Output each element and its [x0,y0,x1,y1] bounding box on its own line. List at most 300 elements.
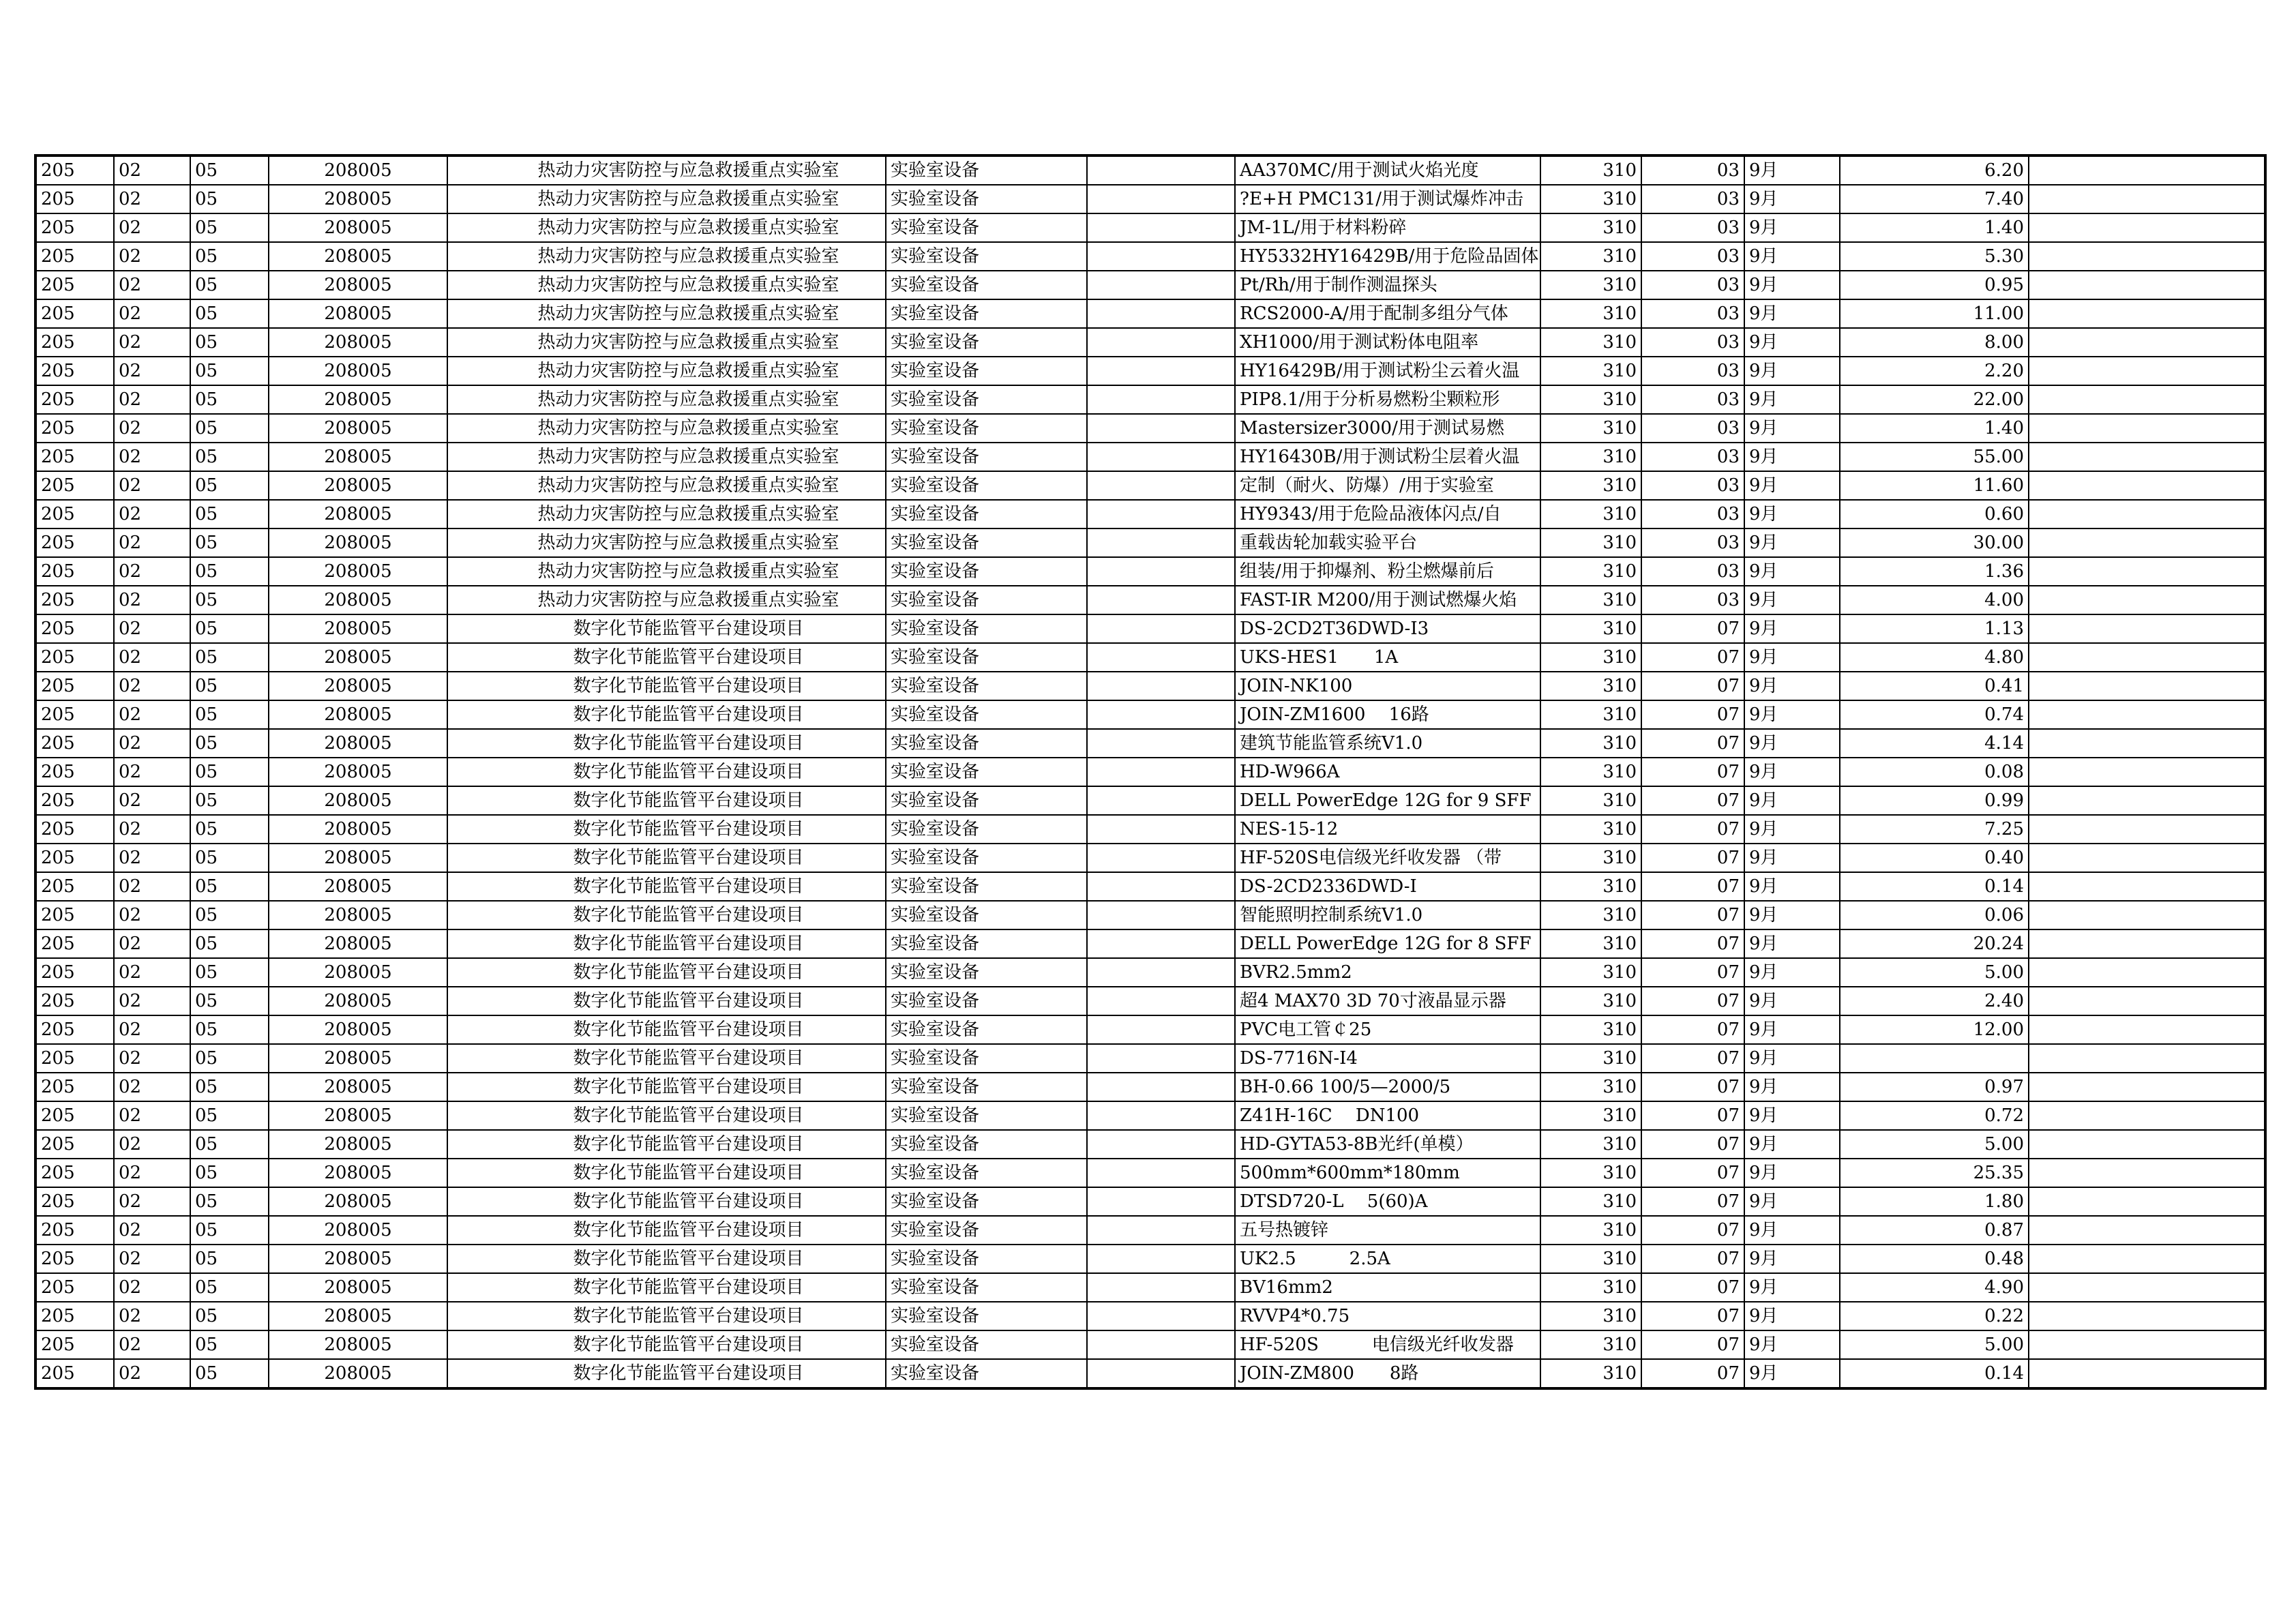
cell-project-name: 数字化节能监管平台建设项目 [447,758,886,786]
cell-category: 实验室设备 [886,1330,1087,1359]
cell-project-name: 数字化节能监管平台建设项目 [447,1330,886,1359]
cell-month: 9月 [1744,1073,1840,1101]
cell-sub-code: 03 [1641,471,1744,500]
cell-sub-code: 07 [1641,1245,1744,1273]
cell-code-205: 205 [35,557,114,586]
cell-blank [1087,729,1235,758]
cell-code-310: 310 [1540,471,1641,500]
cell-account-code: 208005 [269,271,447,299]
cell-sub-code: 07 [1641,1216,1744,1245]
cell-project-name: 热动力灾害防控与应急救援重点实验室 [447,414,886,443]
cell-sub-code: 07 [1641,1130,1744,1159]
cell-remark [2029,844,2265,872]
cell-project-name: 热动力灾害防控与应急救援重点实验室 [447,443,886,471]
cell-month: 9月 [1744,385,1840,414]
cell-month: 9月 [1744,614,1840,643]
cell-month: 9月 [1744,414,1840,443]
cell-account-code: 208005 [269,1101,447,1130]
cell-category: 实验室设备 [886,299,1087,328]
cell-code-310: 310 [1540,786,1641,815]
cell-amount: 4.00 [1840,586,2029,614]
cell-code-310: 310 [1540,1130,1641,1159]
cell-sub-code: 03 [1641,528,1744,557]
cell-category: 实验室设备 [886,1187,1087,1216]
cell-code-310: 310 [1540,1245,1641,1273]
cell-blank [1087,1330,1235,1359]
cell-spec: BH-0.66 100/5—2000/5 [1235,1073,1540,1101]
cell-blank [1087,987,1235,1015]
cell-blank [1087,643,1235,672]
cell-code-205: 205 [35,758,114,786]
cell-account-code: 208005 [269,929,447,958]
cell-project-name: 数字化节能监管平台建设项目 [447,1130,886,1159]
cell-code-205: 205 [35,1159,114,1187]
cell-code-310: 310 [1540,1073,1641,1101]
cell-code-205: 205 [35,528,114,557]
cell-code-02: 02 [114,929,190,958]
cell-spec: ?E+H PMC131/用于测试爆炸冲击 [1235,185,1540,213]
cell-account-code: 208005 [269,1245,447,1273]
cell-code-205: 205 [35,786,114,815]
cell-code-205: 205 [35,844,114,872]
cell-code-310: 310 [1540,1101,1641,1130]
cell-amount: 7.40 [1840,185,2029,213]
cell-account-code: 208005 [269,185,447,213]
table-row [35,213,2265,242]
cell-code-310: 310 [1540,385,1641,414]
cell-code-05: 05 [190,1159,269,1187]
cell-code-02: 02 [114,528,190,557]
cell-category: 实验室设备 [886,357,1087,385]
cell-remark [2029,729,2265,758]
cell-code-205: 205 [35,299,114,328]
table-row [35,1273,2265,1302]
cell-remark [2029,672,2265,700]
cell-code-05: 05 [190,586,269,614]
cell-spec: PIP8.1/用于分析易燃粉尘颗粒形 [1235,385,1540,414]
cell-code-05: 05 [190,758,269,786]
cell-blank [1087,614,1235,643]
cell-blank [1087,271,1235,299]
cell-remark [2029,1330,2265,1359]
cell-code-205: 205 [35,815,114,844]
cell-amount: 0.14 [1840,872,2029,901]
cell-sub-code: 03 [1641,357,1744,385]
cell-account-code: 208005 [269,1073,447,1101]
table-row [35,872,2265,901]
cell-category: 实验室设备 [886,614,1087,643]
cell-project-name: 数字化节能监管平台建设项目 [447,844,886,872]
cell-sub-code: 03 [1641,242,1744,271]
cell-code-02: 02 [114,471,190,500]
cell-code-05: 05 [190,1073,269,1101]
cell-remark [2029,700,2265,729]
cell-month: 9月 [1744,643,1840,672]
cell-code-05: 05 [190,672,269,700]
table-row [35,672,2265,700]
cell-category: 实验室设备 [886,385,1087,414]
cell-code-310: 310 [1540,672,1641,700]
cell-blank [1087,758,1235,786]
cell-project-name: 数字化节能监管平台建设项目 [447,1216,886,1245]
cell-code-05: 05 [190,700,269,729]
cell-code-02: 02 [114,271,190,299]
cell-spec: 定制（耐火、防爆）/用于实验室 [1235,471,1540,500]
cell-category: 实验室设备 [886,471,1087,500]
cell-remark [2029,1302,2265,1330]
cell-amount: 0.99 [1840,786,2029,815]
cell-spec: 建筑节能监管系统V1.0 [1235,729,1540,758]
table-row [35,557,2265,586]
cell-remark [2029,1101,2265,1130]
cell-remark [2029,1187,2265,1216]
cell-amount: 5.30 [1840,242,2029,271]
cell-amount: 1.36 [1840,557,2029,586]
cell-project-name: 热动力灾害防控与应急救援重点实验室 [447,185,886,213]
cell-spec: HY16430B/用于测试粉尘层着火温 [1235,443,1540,471]
cell-month: 9月 [1744,1187,1840,1216]
cell-code-02: 02 [114,1245,190,1273]
cell-code-02: 02 [114,1073,190,1101]
cell-amount: 0.14 [1840,1359,2029,1388]
cell-code-02: 02 [114,1302,190,1330]
cell-sub-code: 07 [1641,672,1744,700]
cell-amount: 5.00 [1840,1330,2029,1359]
cell-remark [2029,758,2265,786]
cell-spec: HF-520S电信级光纤收发器 （带 [1235,844,1540,872]
table-row [35,299,2265,328]
cell-amount: 6.20 [1840,155,2029,185]
cell-account-code: 208005 [269,443,447,471]
cell-amount: 1.40 [1840,414,2029,443]
cell-account-code: 208005 [269,844,447,872]
cell-amount: 0.06 [1840,901,2029,929]
cell-blank [1087,1302,1235,1330]
cell-amount: 4.80 [1840,643,2029,672]
cell-project-name: 数字化节能监管平台建设项目 [447,987,886,1015]
table-row [35,1044,2265,1073]
cell-amount: 0.97 [1840,1073,2029,1101]
cell-code-310: 310 [1540,299,1641,328]
cell-blank [1087,1245,1235,1273]
cell-category: 实验室设备 [886,1359,1087,1388]
cell-project-name: 热动力灾害防控与应急救援重点实验室 [447,557,886,586]
cell-month: 9月 [1744,700,1840,729]
cell-category: 实验室设备 [886,844,1087,872]
cell-spec: RCS2000-A/用于配制多组分气体 [1235,299,1540,328]
cell-code-02: 02 [114,500,190,528]
cell-sub-code: 07 [1641,872,1744,901]
cell-month: 9月 [1744,471,1840,500]
cell-code-205: 205 [35,872,114,901]
cell-project-name: 热动力灾害防控与应急救援重点实验室 [447,299,886,328]
cell-account-code: 208005 [269,643,447,672]
cell-code-310: 310 [1540,901,1641,929]
cell-code-05: 05 [190,185,269,213]
table-row [35,1159,2265,1187]
cell-sub-code: 07 [1641,729,1744,758]
cell-amount: 55.00 [1840,443,2029,471]
cell-code-05: 05 [190,1044,269,1073]
cell-account-code: 208005 [269,471,447,500]
cell-sub-code: 03 [1641,328,1744,357]
table-row [35,1216,2265,1245]
table-row [35,987,2265,1015]
cell-spec: 五号热镀锌 [1235,1216,1540,1245]
table-row [35,271,2265,299]
cell-category: 实验室设备 [886,414,1087,443]
table-row [35,385,2265,414]
cell-spec: BVR2.5mm2 [1235,958,1540,987]
cell-code-205: 205 [35,414,114,443]
table-row [35,1330,2265,1359]
cell-code-05: 05 [190,155,269,185]
table-row [35,729,2265,758]
cell-amount: 11.60 [1840,471,2029,500]
cell-code-02: 02 [114,443,190,471]
cell-code-02: 02 [114,1101,190,1130]
cell-account-code: 208005 [269,414,447,443]
cell-remark [2029,1159,2265,1187]
cell-month: 9月 [1744,1359,1840,1388]
cell-month: 9月 [1744,1130,1840,1159]
cell-category: 实验室设备 [886,1216,1087,1245]
cell-month: 9月 [1744,500,1840,528]
cell-month: 9月 [1744,185,1840,213]
cell-code-02: 02 [114,155,190,185]
cell-month: 9月 [1744,1302,1840,1330]
cell-amount: 30.00 [1840,528,2029,557]
cell-project-name: 数字化节能监管平台建设项目 [447,872,886,901]
cell-project-name: 热动力灾害防控与应急救援重点实验室 [447,500,886,528]
cell-remark [2029,213,2265,242]
table-row [35,700,2265,729]
cell-code-310: 310 [1540,500,1641,528]
cell-blank [1087,1101,1235,1130]
cell-spec: 500mm*600mm*180mm [1235,1159,1540,1187]
table-row [35,786,2265,815]
cell-sub-code: 07 [1641,700,1744,729]
cell-code-02: 02 [114,586,190,614]
cell-amount: 20.24 [1840,929,2029,958]
cell-code-02: 02 [114,1159,190,1187]
cell-blank [1087,929,1235,958]
cell-category: 实验室设备 [886,443,1087,471]
cell-category: 实验室设备 [886,901,1087,929]
cell-remark [2029,1130,2265,1159]
cell-remark [2029,643,2265,672]
cell-category: 实验室设备 [886,786,1087,815]
cell-category: 实验室设备 [886,528,1087,557]
cell-blank [1087,328,1235,357]
cell-code-205: 205 [35,1330,114,1359]
cell-remark [2029,901,2265,929]
table-row [35,1073,2265,1101]
cell-code-205: 205 [35,901,114,929]
cell-project-name: 数字化节能监管平台建设项目 [447,672,886,700]
cell-code-205: 205 [35,500,114,528]
cell-account-code: 208005 [269,872,447,901]
cell-sub-code: 07 [1641,901,1744,929]
cell-blank [1087,242,1235,271]
cell-account-code: 208005 [269,155,447,185]
cell-code-205: 205 [35,1101,114,1130]
cell-code-205: 205 [35,443,114,471]
cell-month: 9月 [1744,443,1840,471]
cell-code-310: 310 [1540,1159,1641,1187]
cell-code-05: 05 [190,872,269,901]
cell-code-310: 310 [1540,987,1641,1015]
cell-blank [1087,299,1235,328]
cell-code-05: 05 [190,500,269,528]
cell-spec: XH1000/用于测试粉体电阻率 [1235,328,1540,357]
cell-code-310: 310 [1540,155,1641,185]
cell-code-310: 310 [1540,414,1641,443]
cell-code-310: 310 [1540,557,1641,586]
cell-remark [2029,1245,2265,1273]
cell-spec: 重载齿轮加载实验平台 [1235,528,1540,557]
cell-amount: 0.08 [1840,758,2029,786]
cell-project-name: 数字化节能监管平台建设项目 [447,643,886,672]
cell-code-05: 05 [190,1187,269,1216]
cell-spec: JOIN-ZM800 8路 [1235,1359,1540,1388]
cell-spec: DS-2CD2336DWD-I [1235,872,1540,901]
cell-amount: 0.60 [1840,500,2029,528]
cell-spec: HF-520S 电信级光纤收发器 [1235,1330,1540,1359]
cell-code-310: 310 [1540,643,1641,672]
cell-code-205: 205 [35,1216,114,1245]
cell-account-code: 208005 [269,1330,447,1359]
cell-spec: Mastersizer3000/用于测试易燃 [1235,414,1540,443]
cell-blank [1087,700,1235,729]
cell-code-05: 05 [190,844,269,872]
cell-code-205: 205 [35,471,114,500]
cell-month: 9月 [1744,815,1840,844]
cell-code-310: 310 [1540,614,1641,643]
table-row [35,357,2265,385]
cell-category: 实验室设备 [886,987,1087,1015]
cell-category: 实验室设备 [886,328,1087,357]
cell-blank [1087,1044,1235,1073]
cell-spec: PVC电工管￠25 [1235,1015,1540,1044]
cell-spec: 超4 MAX70 3D 70寸液晶显示器 [1235,987,1540,1015]
cell-spec: Z41H-16C DN100 [1235,1101,1540,1130]
cell-account-code: 208005 [269,385,447,414]
cell-sub-code: 03 [1641,443,1744,471]
cell-code-205: 205 [35,213,114,242]
cell-code-05: 05 [190,1101,269,1130]
cell-code-310: 310 [1540,1015,1641,1044]
cell-spec: BV16mm2 [1235,1273,1540,1302]
cell-sub-code: 07 [1641,614,1744,643]
cell-project-name: 数字化节能监管平台建设项目 [447,1359,886,1388]
cell-category: 实验室设备 [886,586,1087,614]
cell-account-code: 208005 [269,1302,447,1330]
cell-account-code: 208005 [269,213,447,242]
cell-code-05: 05 [190,901,269,929]
cell-sub-code: 03 [1641,271,1744,299]
cell-code-205: 205 [35,700,114,729]
cell-month: 9月 [1744,901,1840,929]
cell-category: 实验室设备 [886,958,1087,987]
cell-remark [2029,299,2265,328]
cell-month: 9月 [1744,758,1840,786]
cell-category: 实验室设备 [886,213,1087,242]
cell-blank [1087,1273,1235,1302]
cell-spec: HD-W966A [1235,758,1540,786]
cell-blank [1087,901,1235,929]
cell-code-02: 02 [114,844,190,872]
cell-code-05: 05 [190,1130,269,1159]
cell-account-code: 208005 [269,328,447,357]
cell-amount: 12.00 [1840,1015,2029,1044]
cell-account-code: 208005 [269,299,447,328]
cell-code-05: 05 [190,614,269,643]
cell-project-name: 热动力灾害防控与应急救援重点实验室 [447,328,886,357]
cell-project-name: 热动力灾害防控与应急救援重点实验室 [447,586,886,614]
cell-remark [2029,929,2265,958]
cell-code-205: 205 [35,1187,114,1216]
table-row [35,958,2265,987]
cell-code-205: 205 [35,1130,114,1159]
cell-code-05: 05 [190,443,269,471]
table-row [35,1187,2265,1216]
cell-project-name: 数字化节能监管平台建设项目 [447,1245,886,1273]
cell-category: 实验室设备 [886,672,1087,700]
table-row [35,414,2265,443]
cell-project-name: 数字化节能监管平台建设项目 [447,1101,886,1130]
cell-amount: 0.95 [1840,271,2029,299]
cell-code-02: 02 [114,385,190,414]
cell-code-205: 205 [35,385,114,414]
cell-code-05: 05 [190,1216,269,1245]
cell-code-205: 205 [35,328,114,357]
cell-code-05: 05 [190,557,269,586]
cell-amount: 8.00 [1840,328,2029,357]
cell-project-name: 热动力灾害防控与应急救援重点实验室 [447,528,886,557]
cell-sub-code: 07 [1641,1273,1744,1302]
cell-sub-code: 07 [1641,1302,1744,1330]
cell-code-310: 310 [1540,185,1641,213]
cell-code-02: 02 [114,958,190,987]
cell-code-205: 205 [35,987,114,1015]
cell-amount: 0.72 [1840,1101,2029,1130]
cell-blank [1087,586,1235,614]
cell-amount: 0.74 [1840,700,2029,729]
cell-blank [1087,1130,1235,1159]
cell-code-05: 05 [190,471,269,500]
cell-blank [1087,1159,1235,1187]
cell-code-05: 05 [190,1330,269,1359]
cell-category: 实验室设备 [886,557,1087,586]
table-row [35,1302,2265,1330]
cell-blank [1087,414,1235,443]
table-row [35,242,2265,271]
cell-category: 实验室设备 [886,758,1087,786]
cell-project-name: 数字化节能监管平台建设项目 [447,1302,886,1330]
cell-spec: UKS-HES1 1A [1235,643,1540,672]
cell-code-205: 205 [35,1245,114,1273]
cell-amount: 0.87 [1840,1216,2029,1245]
table-row [35,155,2265,185]
cell-account-code: 208005 [269,700,447,729]
cell-code-310: 310 [1540,443,1641,471]
cell-account-code: 208005 [269,987,447,1015]
cell-account-code: 208005 [269,1015,447,1044]
cell-spec: JOIN-ZM1600 16路 [1235,700,1540,729]
cell-account-code: 208005 [269,901,447,929]
cell-code-205: 205 [35,958,114,987]
